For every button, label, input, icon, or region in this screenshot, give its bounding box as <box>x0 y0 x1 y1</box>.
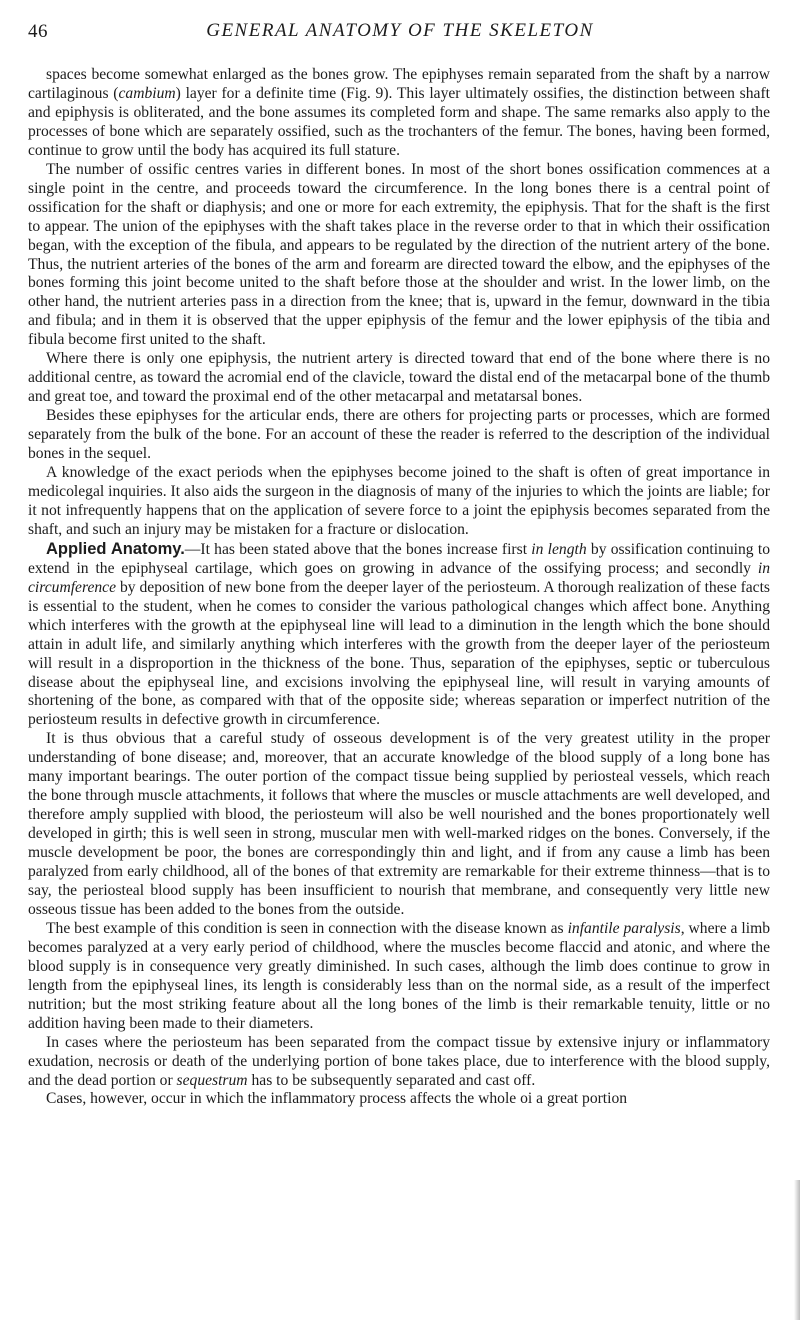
paragraph <box>28 407 770 464</box>
running-title: GENERAL ANATOMY OF THE SKELETON <box>206 20 594 41</box>
text-run: A knowledge of the exact periods when the epiphyses become joined to the shaft is often of great importance in medicolegal inquiries. It also aids the surgeon in the diagnosis of many of the injuries to which the joints are liable; for it not infrequently happens that on the application of severe force to a joint the epiphysis becomes separated from the shaft, and such an injury may be mistaken for a fracture or dislocation. <box>28 464 770 538</box>
text-run: by deposition of new bone from the deeper layer of the periosteum. A thorough realization of these facts is essential to the student, when he comes to consider the various pathological changes which affect bone. Anything which interferes with the growth at the epiphyseal line will lead to a diminution in the length which the bone should attain in adult life, and similarly anything which interferes with the growth from the deeper layer of the periosteum will result in a disproportion in the thickness of the bone. Thus, separation of the epiphyses, septic or tuberculous disease about the epiphyseal line, and excisions involving the epiphyseal line, will result in varying amounts of shortening of the bone, as compared with that of the opposite side; whereas separation or imperfect nutrition of the periosteum results in defective growth in circumference. <box>28 578 770 729</box>
italic-term: cambium <box>118 84 176 102</box>
text-run: spaces become somewhat enlarged as the bones grow. The epiphyses remain separated from the shaft by a narrow cartilaginous ( <box>28 66 770 102</box>
paragraph <box>28 350 770 407</box>
text-run: In cases where the periosteum has been separated from the compact tissue by extensive injury or inflammatory exudation, necrosis or death of the underlying portion of bone takes place, due to interference with the blood supply, and the dead portion or <box>28 1033 770 1089</box>
text-run: Where there is only one epiphysis, the nutrient artery is directed toward that end of the bone where there is no additional centre, as toward the acromial end of the clavicle, toward the distal end of the metacarpal bone of the thumb and great toe, and toward the proximal end of the other metacarpal and metatarsal bones. <box>28 350 770 406</box>
text-run: Besides these epiphyses for the articular ends, there are others for projecting parts or processes, which are formed separately from the bulk of the bone. For an account of these the reader is referred to the description of the individual bones in the sequel. <box>28 407 770 463</box>
text-run: —It has been stated above that the bones increase first <box>184 540 532 558</box>
paragraph <box>28 540 770 731</box>
text-run: ) layer for a definite time (Fig. 9). This layer ultimately ossifies, the distinction between shaft and epiphysis is obliterated, and the bone assumes its completed form and shape. The same remarks also apply to the processes of bone which are separately ossified, such as the trochanters of the femur. The bones, having been formed, continue to grow until the body has acquired its full stature. <box>28 84 770 159</box>
italic-term: sequestrum <box>176 1071 248 1089</box>
paragraph <box>28 920 770 1034</box>
text-run: Cases, however, occur in which the inflammatory process affects the whole oi a great portion <box>46 1090 628 1108</box>
body-text <box>28 66 770 1109</box>
paragraph <box>28 161 770 351</box>
text-run: The number of ossific centres varies in different bones. In most of the short bones ossification commences at a single point in the centre, and proceeds toward the circumference. In the long bones there is a central point of ossification for the shaft or diaphysis; and one or more for each extremity, the epiphysis. That for the shaft is the first to appear. The union of the epiphyses with the shaft takes place in the reverse order to that in which their ossification began, with the exception of the fibula, and appears to be regulated by the direction of the nutrient artery of the bone. Thus, the nutrient arteries of the bones of the arm and forearm are directed toward the elbow, and the epiphyses of the bones forming this joint become united to the shaft before those at the shoulder and wrist. In the lower limb, on the other hand, the nutrient arteries pass in a direction from the knee; that is, upward in the femur, downward in the tibia and fibula; and in them it is observed that the upper epiphysis of the femur and the lower epiphysis of the tibia and fibula become first united to the shaft. <box>28 160 770 349</box>
italic-term: in length <box>531 540 587 558</box>
text-run: by ossification continuing to extend in the epiphyseal cartilage, which goes on growing in advance of the ossifying process; and secondly <box>28 540 770 577</box>
paragraph <box>28 464 770 540</box>
section-run-in-heading: Applied Anatomy. <box>46 539 185 558</box>
paragraph <box>28 1090 770 1109</box>
paragraph <box>28 730 770 920</box>
italic-term: infantile paralysis <box>567 919 681 937</box>
text-run: The best example of this condition is seen in connection with the disease known as <box>46 919 568 937</box>
page-number: 46 <box>28 21 48 42</box>
text-run: , where a limb becomes paralyzed at a very early period of childhood, where the muscles become flaccid and atonic, and where the blood supply is in consequence very greatly diminished. In such cases, although the limb does continue to grow in length from the epiphyseal lines, its length is considerably less than on the normal side, as a result of the imperfect nutrition; but the most striking feature about all the long bones of the limb is their remarkable tenuity, little or no addition having been made to their diameters. <box>28 919 771 1032</box>
paragraph <box>28 66 770 161</box>
italic-term: in circumference <box>28 559 770 596</box>
page-edge-shadow <box>794 1180 800 1320</box>
paragraph <box>28 1034 770 1091</box>
page-header <box>28 18 772 48</box>
text-run: It is thus obvious that a careful study of osseous development is of the very greatest utility in the proper understanding of bone disease; and, moreover, that an accurate knowledge of the blood supply of a long bone has many important bearings. The outer portion of the compact tissue being supplied by periosteal vessels, which reach the bone through muscle attachments, it follows that where the muscles or muscle attachments are well developed, and therefore amply supplied with blood, the periosteum will also be well nourished and the bones proportionately well developed in girth; this is well seen in strong, muscular men with well-marked ridges on the bones. Conversely, if the muscle development be poor, the bones are correspondingly thin and light, and if from any cause a limb has been paralyzed from early childhood, all of the bones of that extremity are remarkable for their extreme thinness—that is to say, the periosteal blood supply has been insufficient to nourish that membrane, and consequently very little new osseous tissue has been added to the bones from the outside. <box>28 730 770 918</box>
text-run: has to be subsequently separated and cast off. <box>247 1071 536 1089</box>
